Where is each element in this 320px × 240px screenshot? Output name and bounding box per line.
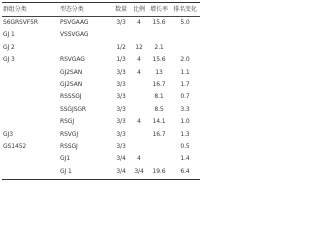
table-cell [130,79,148,91]
table-cell: 0.7 [180,93,190,101]
table-cell: RSVGJ [60,130,79,138]
table-row [2,141,200,153]
table-cell: GJ 3 [3,56,15,64]
table-cell: 4 [137,118,141,126]
table-cell: 15.6 [152,19,166,26]
column-header: 增长率 [150,6,168,13]
table-row [2,54,200,66]
table-cell: SSGJSGR [60,105,86,113]
table-cell: 8.5 [154,105,164,113]
table-cell: 4 [137,155,141,163]
table-cell [130,129,148,141]
table-row [2,42,200,54]
table-cell: 1/3 [116,56,126,64]
column-header: 群组分类 [3,6,27,13]
table-cell [148,141,170,153]
table-cell: GJ 2 [3,43,15,51]
table-cell [3,91,55,103]
table-cell: 3/4 [116,155,126,163]
table-cell [130,141,148,153]
table-cell: 16.7 [152,130,166,138]
table-row [2,166,200,178]
table-cell [112,29,130,41]
table-cell: RSVGAG [60,56,85,64]
table-row [2,79,200,91]
table-row [2,116,200,128]
table-cell: 15.6 [152,56,166,64]
table-bottom-rule [2,179,200,180]
table-cell [170,29,200,41]
table-cell: 4 [137,19,141,26]
table-cell: 3/3 [116,93,126,101]
table-cell: 19.6 [152,167,166,175]
table-cell: GS1452 [3,142,27,150]
table-cell: GJ2SAN [60,68,83,76]
table-cell: PSVGAAG [60,19,89,26]
table-row [2,153,200,165]
table-cell: 3/3 [116,118,126,126]
table-cell: GJ 1 [60,167,72,175]
table-cell [60,42,112,54]
table-cell: 14.1 [152,118,166,126]
table-cell: 1.0 [180,118,190,126]
table-header-row [2,3,200,16]
table-cell: RSSSGJ [60,93,82,101]
table-cell [148,153,170,165]
table-cell [3,116,55,128]
table-cell [3,104,55,116]
table-cell: 4 [137,56,141,64]
table-cell: 3/3 [116,105,126,113]
table-cell: 0.5 [180,142,190,150]
table-cell [170,42,200,54]
table-row [2,91,200,103]
table-cell: 13 [155,68,163,76]
table-cell: 3/4 [116,167,126,175]
table-cell: 1/2 [116,43,126,51]
table-cell: 16.7 [152,80,166,88]
table-cell: 3/3 [116,80,126,88]
table-cell: 1.7 [180,80,190,88]
table-cell: 12 [135,43,143,51]
column-header: 比例 [133,6,145,13]
table-cell: 6.4 [180,167,190,175]
table-cell: 1.4 [180,155,190,163]
table-cell: 1.1 [180,68,190,76]
table-cell: 8.1 [154,93,164,101]
table-cell [130,104,148,116]
table-cell [148,29,170,41]
table-cell: S6GRSVF5R [3,19,38,26]
table-cell: 4 [137,68,141,76]
table-cell: 5.0 [180,19,190,26]
table-cell: RSGJ [60,118,74,126]
table-cell: RSSGJ [60,142,78,150]
table-cell: 3/4 [134,167,144,175]
table-cell [3,79,55,91]
column-header: 数量 [115,6,127,13]
table-row [2,67,200,79]
table-cell: 3/3 [116,142,126,150]
table-row [2,129,200,141]
table-cell: 2.1 [154,43,164,51]
table-cell: 3.3 [180,105,190,113]
table-row [2,17,200,29]
table-cell [130,91,148,103]
table-cell: 3/3 [116,19,126,26]
table-cell: GJ2SAN [60,80,83,88]
table-cell: GJ3 [3,130,13,138]
table-cell: GJ1 [60,155,70,163]
table-cell [3,153,55,165]
column-header: 型态分类 [60,6,84,13]
data-table [2,2,200,180]
table-cell: 3/3 [116,68,126,76]
table-cell: 3/3 [116,130,126,138]
table-row [2,104,200,116]
table-row [2,29,200,41]
table-cell [130,29,148,41]
column-header: 排名变化 [173,6,197,13]
table-cell: GJ 1 [3,31,15,39]
table-cell: VSSVGAG [60,31,89,39]
table-body [2,17,200,178]
table-cell [3,166,55,178]
table-cell: 1.3 [180,130,190,138]
table-cell [3,67,55,79]
table-cell: 2.0 [180,56,190,64]
